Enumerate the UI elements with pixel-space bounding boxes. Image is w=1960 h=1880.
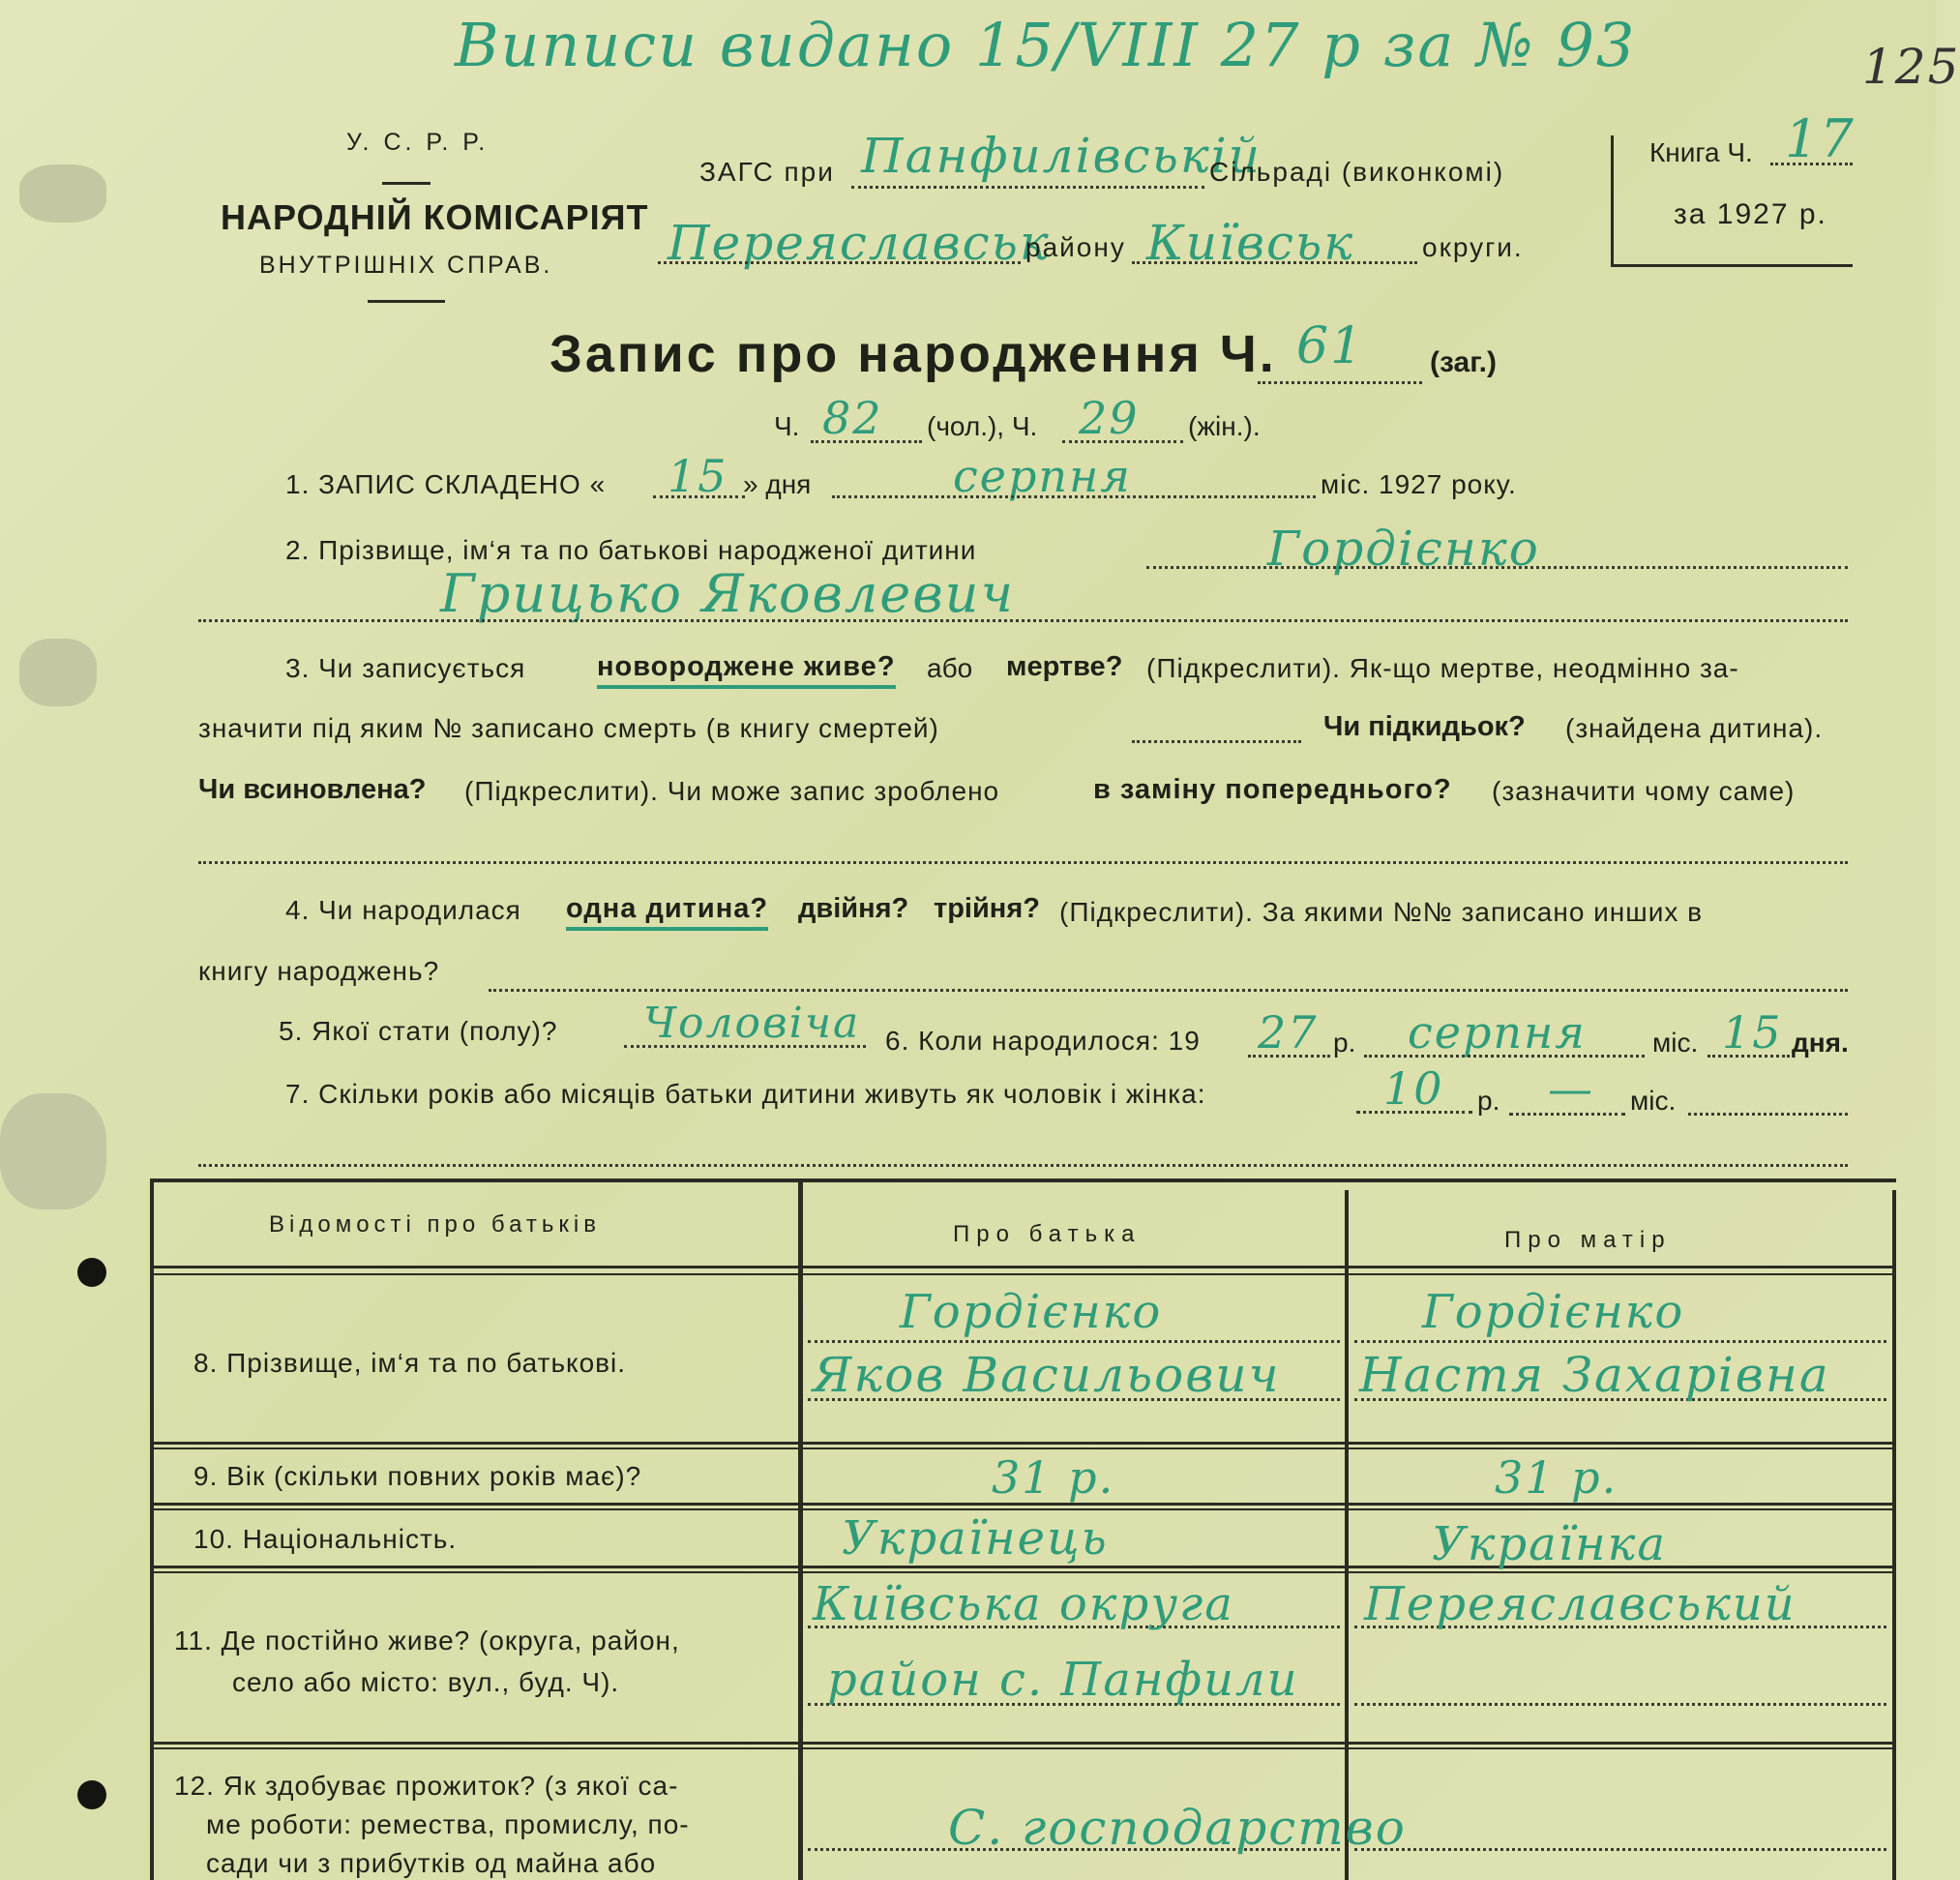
okruga-handwritten: Київськ <box>1146 215 1355 271</box>
dotted-line <box>1509 1113 1625 1116</box>
table-row-separator <box>150 1508 1896 1510</box>
field2-surname-handwritten: Гордієнко <box>1267 521 1540 577</box>
field2-label: 2. Прізвище, ім‘я та по батькові народженої дитини <box>285 535 977 565</box>
dotted-line <box>1708 1055 1790 1058</box>
table-col-separator <box>798 1179 803 1880</box>
book-label: Книга Ч. <box>1649 137 1753 167</box>
dotted-line <box>851 186 1204 189</box>
field6-mis: міс. <box>1652 1028 1699 1058</box>
male-num-prefix: Ч. <box>774 411 800 441</box>
row9-label: 9. Вік (скільки повних років має)? <box>193 1461 642 1491</box>
table-row-separator <box>150 1747 1896 1749</box>
paper-tear <box>19 164 106 223</box>
dotted-line <box>1146 566 1848 569</box>
divider <box>368 300 445 303</box>
field7-years-handwritten: 10 <box>1383 1062 1444 1115</box>
field3-dead-option: мертве? <box>1006 651 1123 682</box>
okruga-label: округи. <box>1422 232 1524 262</box>
row9-mother-age: 31 р. <box>1495 1451 1618 1504</box>
male-female-label: (чол.), Ч. <box>927 411 1038 441</box>
row11-father-residence-line2: район с. Панфили <box>827 1653 1299 1707</box>
row9-father-age: 31 р. <box>992 1451 1115 1504</box>
row11-father-residence-line1: Київська округа <box>813 1577 1234 1631</box>
field3-prefix: 3. Чи записується <box>285 653 526 683</box>
field3-instructions: (Підкреслити). Як-що мертве, неодмінно за- <box>1146 653 1739 683</box>
table-row-separator <box>150 1447 1896 1449</box>
field6-month-handwritten: серпня <box>1408 1006 1587 1059</box>
table-row-separator <box>150 1571 1896 1573</box>
field1-month-handwritten: серпня <box>953 450 1132 502</box>
field3-found: (знайдена дитина). <box>1565 713 1824 743</box>
row10-father-nationality: Українець <box>842 1511 1109 1566</box>
field3-adopted: Чи всиновлена? <box>198 774 427 805</box>
table-header-father: Про батька <box>953 1221 1142 1247</box>
field3-or: або <box>927 653 973 683</box>
field5-label: 5. Якої стати (полу)? <box>279 1016 558 1046</box>
page-number: 125 <box>1862 39 1960 95</box>
row10-label: 10. Національність. <box>193 1524 458 1554</box>
paper-tear <box>0 1093 106 1209</box>
zags-village-handwritten: Панфилівській <box>861 128 1262 184</box>
dotted-line <box>1354 1703 1886 1706</box>
ministry-label: НАРОДНІЙ КОМІСАРІЯТ <box>221 197 649 237</box>
female-number-handwritten: 29 <box>1079 392 1140 444</box>
table-header-separator <box>150 1266 1896 1268</box>
dotted-line <box>1258 381 1422 384</box>
field1-day-handwritten: 15 <box>668 450 728 502</box>
field4-one-option: одна дитина? <box>566 893 768 931</box>
row12-label-line1: 12. Як здобуває прожиток? (з якої са- <box>174 1771 679 1801</box>
book-number-handwritten: 17 <box>1785 108 1856 169</box>
dotted-line <box>1132 261 1417 264</box>
field4-twins-option: двійня? <box>798 893 909 924</box>
field6-r: р. <box>1333 1028 1356 1058</box>
punch-hole <box>77 1780 106 1809</box>
book-box-bottom-border <box>1611 264 1853 267</box>
dotted-line <box>1354 1340 1886 1343</box>
paper-tear <box>19 639 97 706</box>
row12-occupation-handwritten: С. господарство <box>948 1800 1407 1856</box>
field4-line2: книгу народжень? <box>198 956 440 986</box>
table-header-separator <box>150 1273 1896 1275</box>
raion-handwritten: Переяславськ <box>668 215 1051 271</box>
top-handwritten-note: Виписи видано 15/VIII 27 р за № 93 <box>455 10 1637 80</box>
dotted-line <box>1248 1055 1330 1058</box>
field7-label: 7. Скільки років або місяців батьки дитини живуть як чоловік і жінка: <box>285 1079 1206 1109</box>
table-row-separator <box>150 1742 1896 1745</box>
field7-r: р. <box>1477 1086 1500 1116</box>
field7-mis: міс. <box>1630 1086 1677 1116</box>
row8-mother-surname: Гордієнко <box>1422 1285 1685 1339</box>
row8-father-surname: Гордієнко <box>900 1285 1163 1339</box>
ussr-label: У. С. Р. Р. <box>346 129 490 156</box>
table-header-mother: Про матір <box>1504 1227 1672 1253</box>
dotted-line <box>1356 1111 1472 1114</box>
field3-replace: в заміну попереднього? <box>1093 774 1452 805</box>
field6-year-handwritten: 27 <box>1258 1006 1319 1059</box>
dotted-line <box>198 1164 1848 1167</box>
field6-day-handwritten: 15 <box>1722 1006 1783 1059</box>
record-number-handwritten: 61 <box>1296 317 1365 375</box>
table-header-info: Відомості про батьків <box>269 1211 601 1238</box>
field7-months-handwritten: — <box>1548 1062 1594 1115</box>
field3-line3: (Підкреслити). Чи може запис зроблено <box>464 776 1000 806</box>
zags-suffix: Сільраді (виконкомі) <box>1209 157 1505 187</box>
field6-dnya: дня. <box>1792 1028 1849 1058</box>
field3-line2: значити під яким № записано смерть (в книгу смертей) <box>198 713 939 743</box>
row12-label-line3: сади чи з прибутків од майна або <box>206 1848 657 1878</box>
dotted-line <box>1132 740 1301 743</box>
row12-label-line2: ме роботи: ремества, промислу, по- <box>206 1809 690 1839</box>
field6-label: 6. Коли народилося: 19 <box>885 1026 1201 1056</box>
field3-foundling: Чи підкидьок? <box>1323 711 1526 742</box>
table-col-separator <box>1345 1190 1349 1880</box>
row8-label: 8. Прізвище, ім‘я та по батькові. <box>193 1348 627 1378</box>
row8-mother-name: Настя Захарівна <box>1359 1347 1830 1403</box>
dotted-line <box>198 861 1848 864</box>
dotted-line <box>658 261 1021 264</box>
record-title: Запис про народження Ч. <box>549 325 1277 383</box>
dotted-line <box>1354 1848 1886 1851</box>
female-label: (жін.). <box>1188 411 1261 441</box>
table-left-border <box>150 1179 154 1880</box>
punch-hole <box>77 1258 106 1287</box>
row11-label-line1: 11. Де постійно живе? (округа, район, <box>174 1626 680 1656</box>
field3-alive-option: новороджене живе? <box>597 651 896 689</box>
field4-prefix: 4. Чи народилася <box>285 895 521 925</box>
table-top-border <box>150 1179 1896 1182</box>
row11-label-line2: село або місто: вул., буд. Ч). <box>232 1667 620 1697</box>
ministry-sub-label: ВНУТРІШНІХ СПРАВ. <box>259 252 553 279</box>
field4-instructions: (Підкреслити). За якими №№ записано инших в <box>1059 897 1704 927</box>
dotted-line <box>489 989 1848 992</box>
row11-mother-residence: Переяславський <box>1364 1577 1797 1631</box>
row8-father-name: Яков Васильович <box>813 1347 1281 1403</box>
field3-why: (зазначити чому саме) <box>1492 776 1796 806</box>
table-right-border <box>1892 1190 1896 1880</box>
zags-prefix: ЗАГС при <box>699 157 835 187</box>
field1-suffix: міс. 1927 року. <box>1321 469 1517 499</box>
dotted-line <box>808 1340 1340 1343</box>
dotted-line <box>811 440 922 443</box>
field1-mid: » дня <box>743 469 812 499</box>
divider <box>382 182 431 185</box>
dotted-line <box>1364 1055 1645 1058</box>
male-number-handwritten: 82 <box>822 392 883 444</box>
field4-triplets-option: трійня? <box>934 893 1040 924</box>
dotted-line <box>198 619 1848 622</box>
book-box-left-border <box>1611 135 1614 266</box>
book-year: за 1927 р. <box>1674 198 1827 230</box>
field5-value-handwritten: Чоловіча <box>643 999 861 1048</box>
table-row-separator <box>150 1442 1896 1445</box>
dotted-line <box>832 495 1316 498</box>
field1-prefix: 1. ЗАПИС СКЛАДЕНО « <box>285 469 607 499</box>
dotted-line <box>653 495 745 498</box>
dotted-line <box>1062 440 1183 443</box>
field2-name-handwritten: Грицько Яковлевич <box>440 563 1016 624</box>
dotted-line <box>1770 163 1853 165</box>
dotted-line <box>624 1045 866 1048</box>
row10-mother-nationality: Українка <box>1432 1517 1667 1571</box>
raion-label: району <box>1025 232 1126 262</box>
zag-label: (заг.) <box>1430 346 1498 378</box>
dotted-line <box>1688 1113 1848 1116</box>
